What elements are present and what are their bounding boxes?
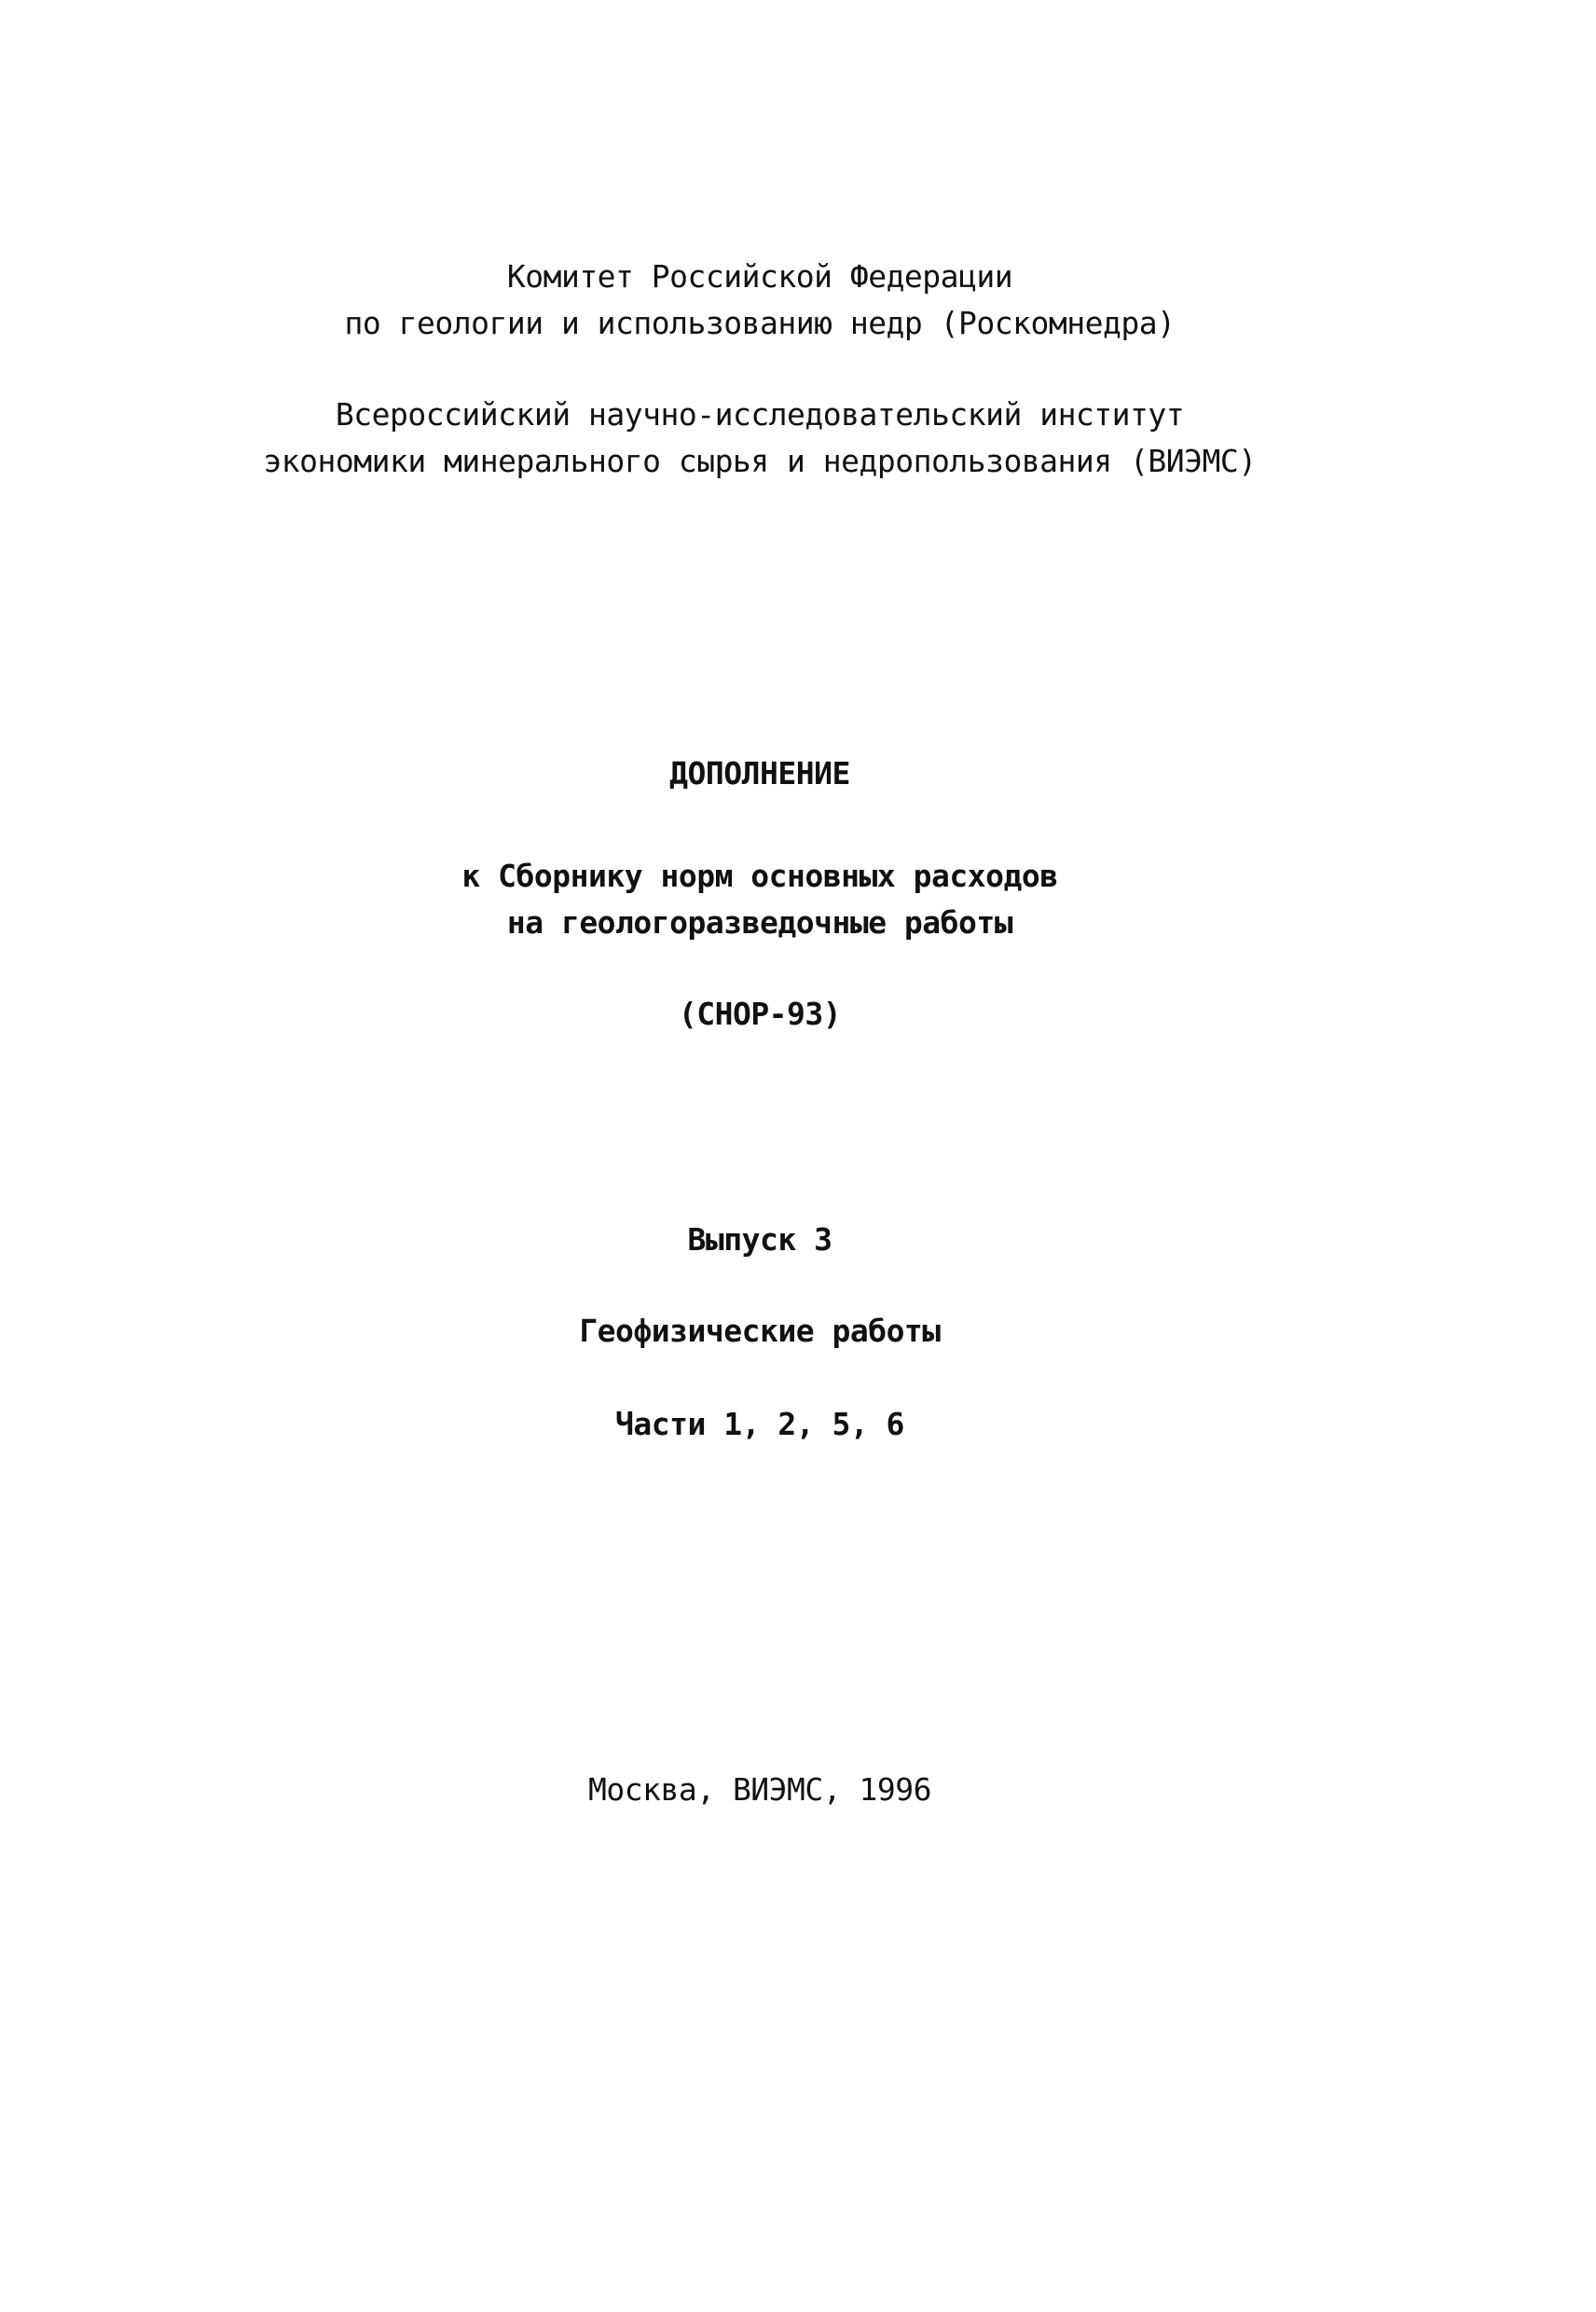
committee-line-1: Комитет Российской Федерации xyxy=(506,258,1013,295)
document-subtitle xyxy=(0,853,1520,946)
committee-line-2: по геологии и использованию недр (Роскомнедра) xyxy=(344,305,1176,341)
document-title: ДОПОЛНЕНИЕ xyxy=(669,755,850,791)
parts-list: Части 1, 2, 5, 6 xyxy=(615,1406,904,1442)
institute-line-2: экономики минерального сырья и недропользования (ВИЭМС) xyxy=(263,443,1257,479)
subtitle-line-2: на геологоразведочные работы xyxy=(506,904,1013,941)
institute-line-1: Всероссийский научно-исследовательский институт xyxy=(335,396,1185,433)
subtitle-line-1: к Сборнику норм основных расходов xyxy=(461,858,1058,894)
imprint: Москва, ВИЭМС, 1996 xyxy=(588,1771,931,1808)
issue-number: Выпуск 3 xyxy=(687,1221,832,1258)
institute-name xyxy=(0,392,1520,485)
document-code: (СНОР-93) xyxy=(678,996,842,1032)
section-title: Геофизические работы xyxy=(579,1313,941,1349)
committee-name xyxy=(0,254,1520,347)
